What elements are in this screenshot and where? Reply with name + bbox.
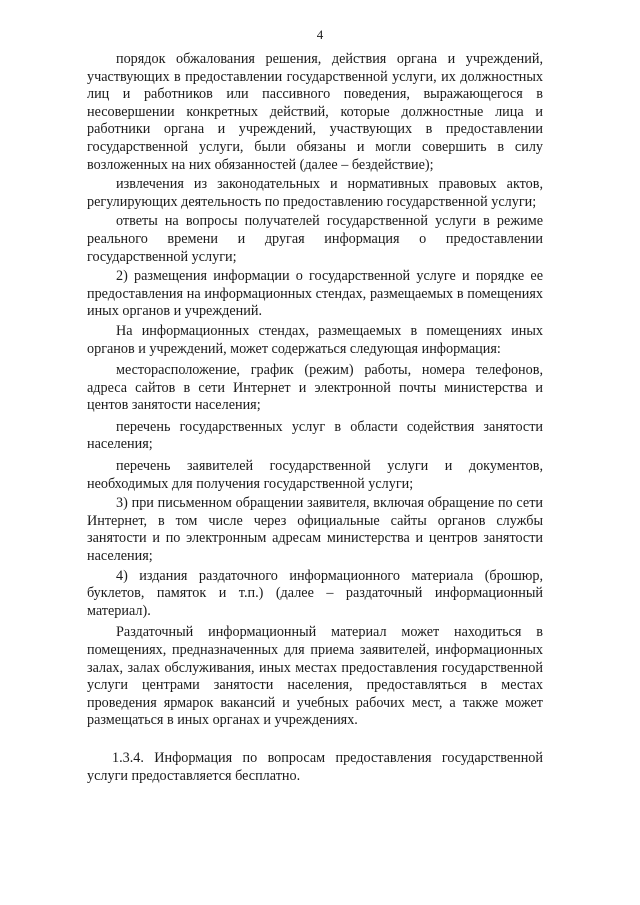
paragraph: На информационных стендах, размещаемых в помещениях иных органов и учреждений, может содержаться следующая информация: [87, 322, 543, 357]
paragraph: 1.3.4. Информация по вопросам предоставления государственной услуги предоставляется бесплатно. [87, 749, 543, 784]
paragraph: порядок обжалования решения, действия органа и учреждений, участвующих в предоставлении государственной услуги, их должностных лиц и работников или пассивного поведения, выражающегося в несовершении конкретных действий, которые должностные лица и работники органа и учреждений, участвующих в предоставлении государственной услуги, были обязаны и могли совершить в силу возложенных на них обязанностей (далее – бездействие); [87, 51, 543, 173]
paragraph: ответы на вопросы получателей государственной услуги в режиме реального времени и другая информация о предоставлении государственной услуги; [87, 213, 543, 265]
paragraph: извлечения из законодательных и нормативных правовых актов, регулирующих деятельность по предоставлению государственной услуги; [87, 176, 543, 210]
paragraph: 4) издания раздаточного информационного материала (брошюр, буклетов, памяток и т.п.) (далее – раздаточный информационный материал). [87, 567, 543, 619]
paragraph: Раздаточный информационный материал может находиться в помещениях, предназначенных для приема заявителей, информационных залах, залах обслуживания, иных местах предоставления государственной услуги центрами занятости населения, предоставляться в местах проведения ярмарок вакансий и учебных рабочих мест, а также может размещаться в иных органах и учреждениях. [87, 624, 543, 729]
paragraph: месторасположение, график (режим) работы, номера телефонов, адреса сайтов в сети Интернет и электронной почты министерства и центов занятости населения; [87, 362, 543, 414]
page-number: 4 [316, 27, 324, 42]
paragraph: перечень заявителей государственной услуги и документов, необходимых для получения государственной услуги; [87, 458, 543, 492]
paragraph: 3) при письменном обращении заявителя, включая обращение по сети Интернет, в том числе через официальные сайты органов службы занятости и по электронным адресам министерства и центров занятости населения; [87, 495, 543, 565]
document-body [87, 51, 543, 787]
paragraph: 2) размещения информации о государственной услуге и порядке ее предоставления на информационных стендах, размещаемых в помещениях иных органов и учреждений. [87, 268, 543, 320]
paragraph: перечень государственных услуг в области содействия занятости населения; [87, 418, 543, 453]
